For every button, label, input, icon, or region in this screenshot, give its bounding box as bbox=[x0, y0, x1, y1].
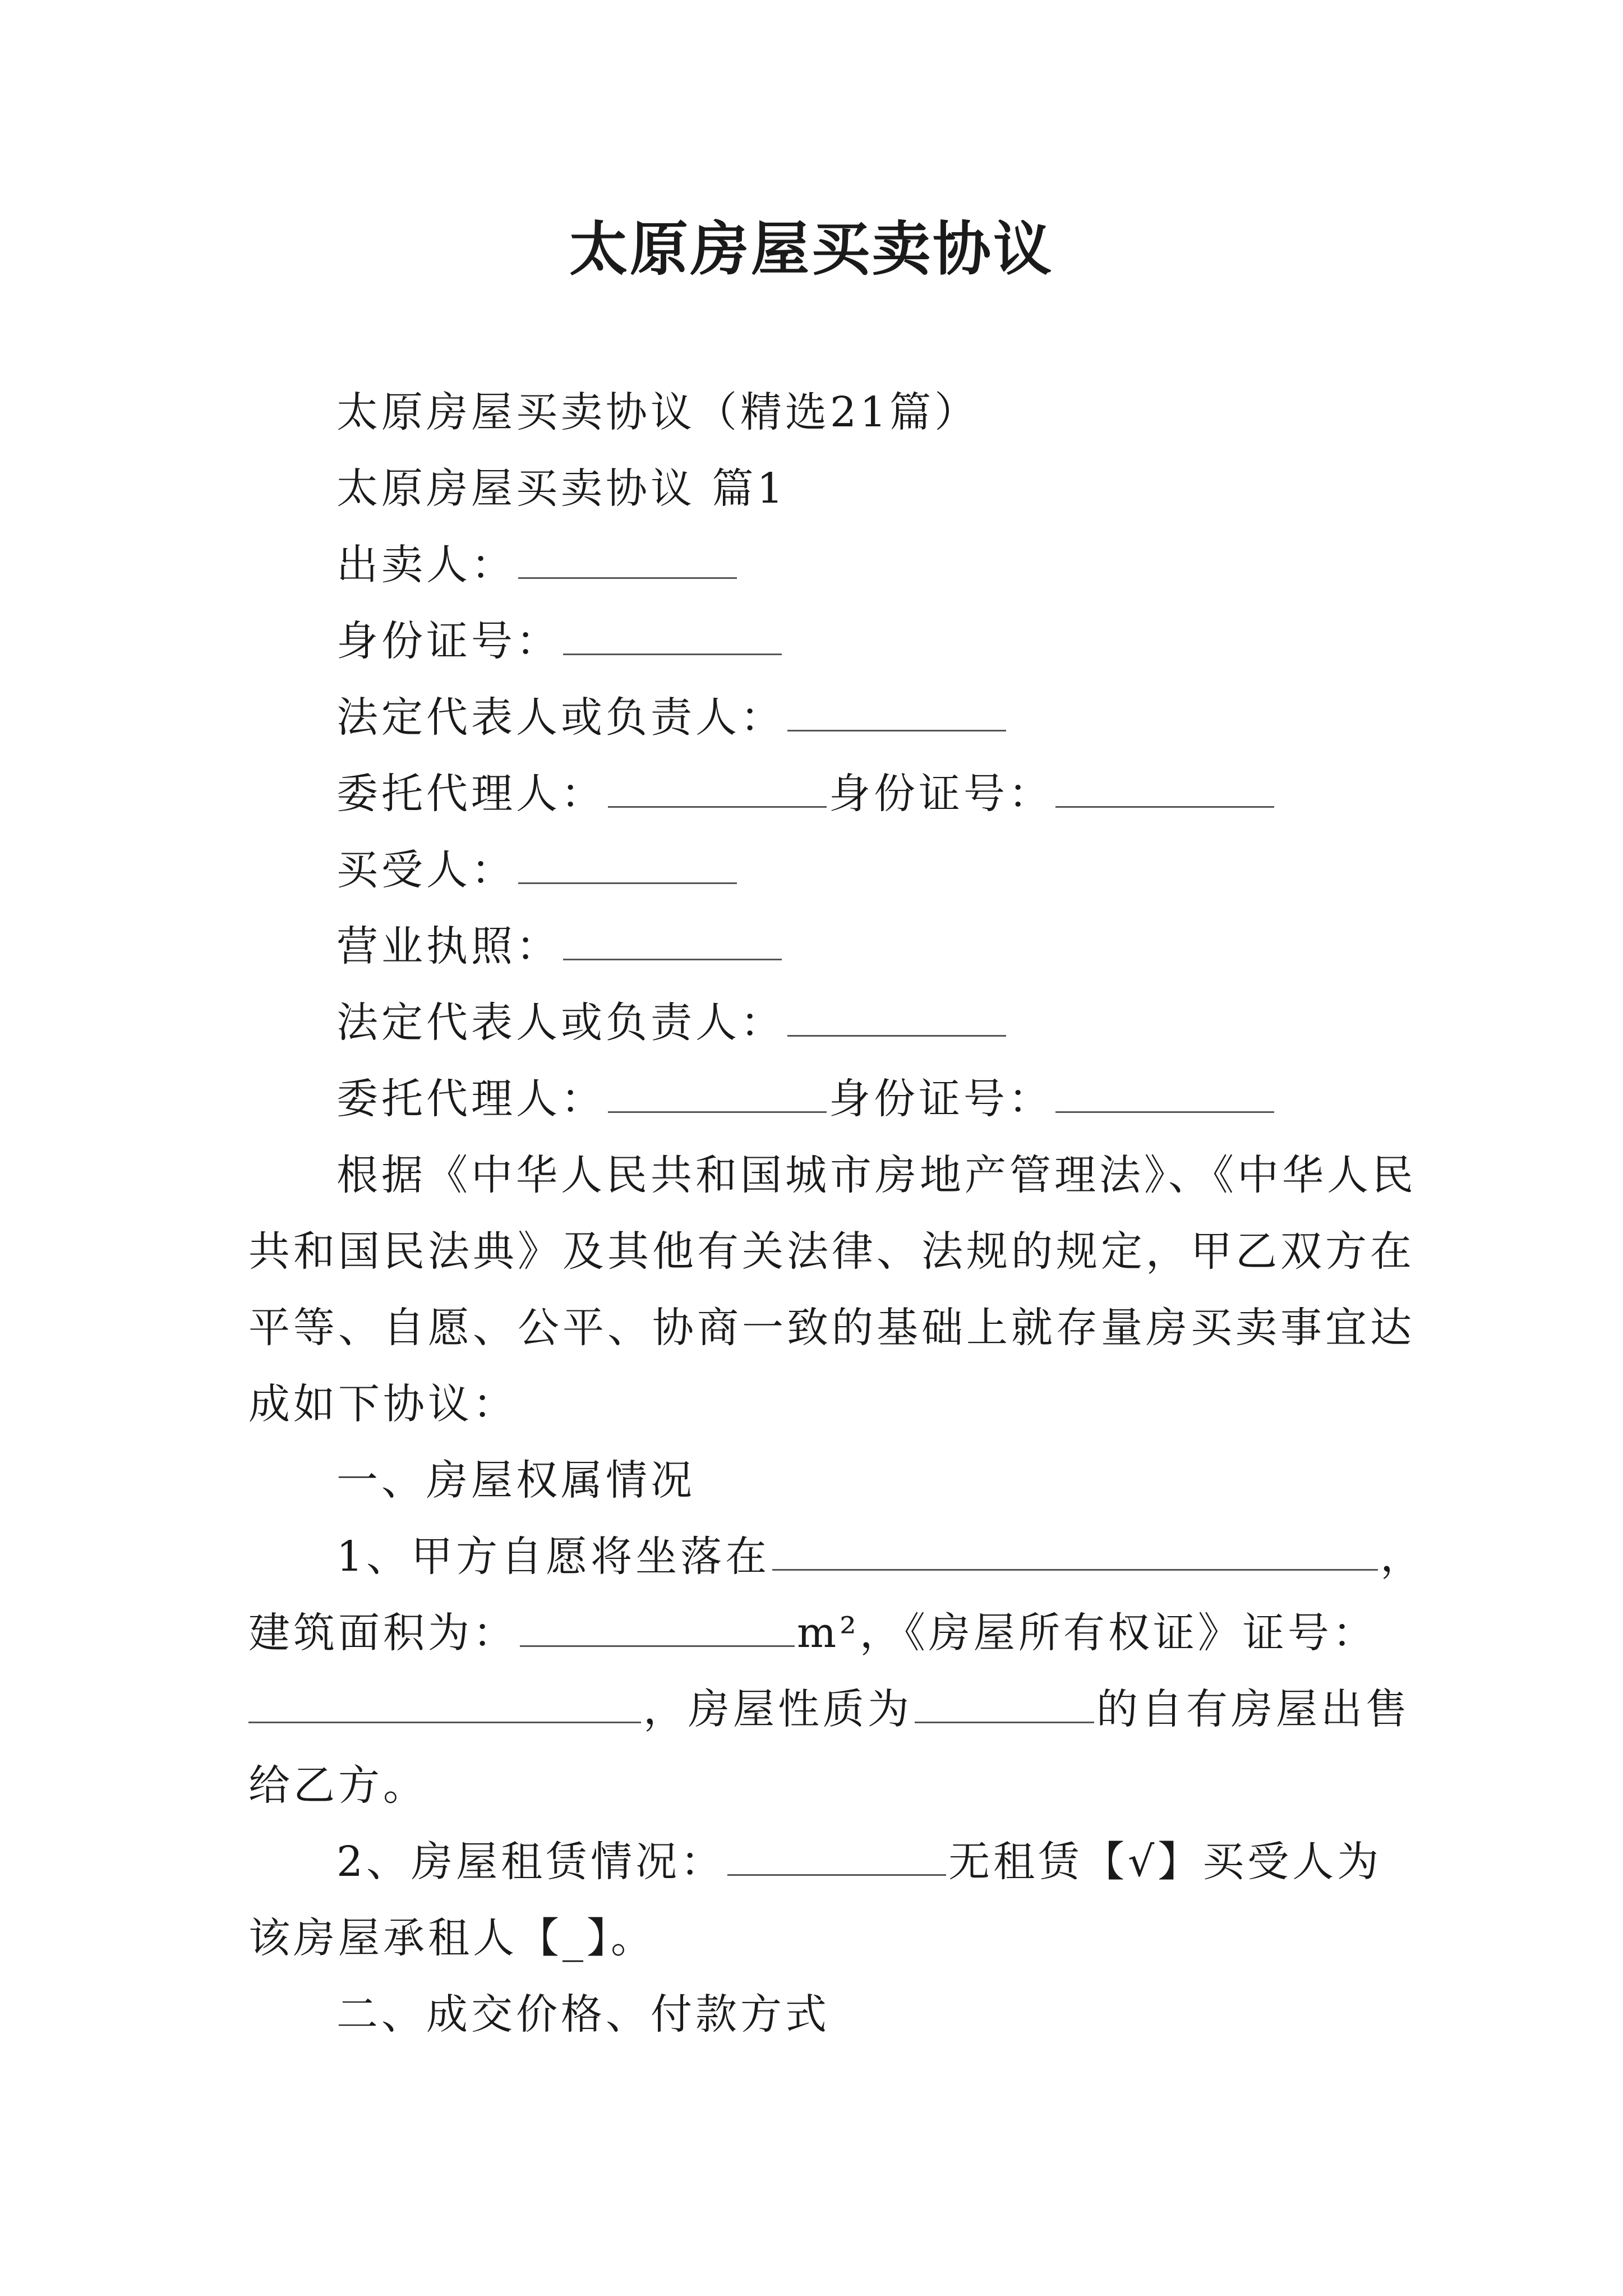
basis-paragraph-line-1 bbox=[336, 1147, 1417, 1203]
buyer-agent-line bbox=[336, 1071, 1276, 1127]
subtitle-text: 太原房屋买卖协议（精选21篇） bbox=[336, 388, 980, 436]
basis-text-3: 平等、自愿、公平、协商一致的基础上就存量房买卖事宜达 bbox=[248, 1304, 1415, 1352]
buyer-blank[interactable] bbox=[518, 843, 737, 884]
basis-text-2: 共和国民法典》及其他有关法律、法规的规定，甲乙双方在 bbox=[248, 1227, 1415, 1276]
seller-rep-label: 法定代表人或负责人： bbox=[336, 693, 785, 742]
seller-agent-line bbox=[336, 766, 1276, 822]
seller-line bbox=[336, 537, 739, 593]
buyer-rep-line bbox=[336, 995, 1008, 1051]
buyer-rep-label: 法定代表人或负责人： bbox=[336, 999, 785, 1047]
property-type-blank[interactable] bbox=[915, 1682, 1094, 1723]
buyer-agent-id-label: 身份证号： bbox=[829, 1075, 1053, 1123]
item-2-line-2 bbox=[248, 1910, 656, 1966]
item-1-location-label: 1、甲方自愿将坐落在 bbox=[336, 1533, 771, 1581]
lease-label: 2、房屋租赁情况： bbox=[336, 1838, 726, 1886]
basis-text-4: 成如下协议： bbox=[248, 1380, 518, 1428]
buyer-license-blank[interactable] bbox=[563, 919, 782, 960]
property-type-label: ，房屋性质为 bbox=[643, 1685, 912, 1733]
item-1-sale-text: 的自有房屋出售 bbox=[1096, 1685, 1410, 1733]
basis-paragraph-line-3 bbox=[248, 1300, 1415, 1356]
basis-paragraph-line-2 bbox=[248, 1223, 1415, 1280]
section-1-heading-text: 一、房屋权属情况 bbox=[336, 1456, 695, 1504]
area-label: 建筑面积为： bbox=[248, 1609, 518, 1657]
lease-blank[interactable] bbox=[727, 1835, 946, 1876]
seller-agent-id-label: 身份证号： bbox=[829, 770, 1053, 818]
chapter-heading bbox=[336, 461, 787, 517]
item-2-line-1 bbox=[336, 1834, 1382, 1890]
tenant-option-text: 该房屋承租人【_】。 bbox=[248, 1914, 656, 1962]
basis-paragraph-line-4 bbox=[248, 1376, 518, 1432]
buyer-license-line bbox=[336, 918, 784, 974]
buyer-agent-blank[interactable] bbox=[608, 1072, 827, 1113]
item-1-line-1 bbox=[336, 1529, 1425, 1585]
basis-text-1: 根据《中华人民共和国城市房地产管理法》、《中华人民 bbox=[336, 1151, 1417, 1199]
item-1-comma: ， bbox=[1380, 1533, 1426, 1581]
buyer-agent-label: 委托代理人： bbox=[336, 1075, 606, 1123]
lease-options-text: 无租赁【√】买受人为 bbox=[948, 1838, 1382, 1886]
item-1-line-3 bbox=[248, 1681, 1410, 1737]
buyer-rep-blank[interactable] bbox=[787, 996, 1006, 1037]
buyer-agent-id-blank[interactable] bbox=[1055, 1072, 1274, 1113]
section-2-heading bbox=[336, 1986, 830, 2042]
section-1-heading bbox=[336, 1452, 695, 1508]
certificate-label: m²，《房屋所有权证》证号： bbox=[797, 1609, 1377, 1657]
buyer-label: 买受人： bbox=[336, 846, 516, 894]
area-blank[interactable] bbox=[520, 1606, 795, 1647]
subtitle-line bbox=[336, 384, 979, 440]
seller-id-blank[interactable] bbox=[563, 614, 782, 655]
certificate-blank[interactable] bbox=[248, 1682, 641, 1723]
seller-agent-blank[interactable] bbox=[608, 767, 827, 808]
seller-blank[interactable] bbox=[518, 538, 737, 579]
seller-id-label: 身份证号： bbox=[336, 617, 561, 665]
location-blank[interactable] bbox=[772, 1530, 1378, 1571]
seller-agent-label: 委托代理人： bbox=[336, 770, 606, 818]
seller-label: 出卖人： bbox=[336, 541, 516, 589]
section-2-heading-text: 二、成交价格、付款方式 bbox=[336, 1990, 830, 2039]
chapter-heading-text: 太原房屋买卖协议 篇1 bbox=[336, 464, 787, 513]
seller-rep-blank[interactable] bbox=[787, 691, 1006, 731]
item-1-line-4 bbox=[248, 1757, 428, 1814]
item-1-end-text: 给乙方。 bbox=[248, 1761, 428, 1810]
seller-rep-line bbox=[336, 689, 1008, 746]
document-title: 太原房屋买卖协议 bbox=[569, 214, 1054, 283]
seller-id-line bbox=[336, 613, 784, 669]
buyer-license-label: 营业执照： bbox=[336, 922, 561, 970]
seller-agent-id-blank[interactable] bbox=[1055, 767, 1274, 808]
item-1-line-2 bbox=[248, 1605, 1377, 1661]
buyer-line bbox=[336, 842, 739, 898]
